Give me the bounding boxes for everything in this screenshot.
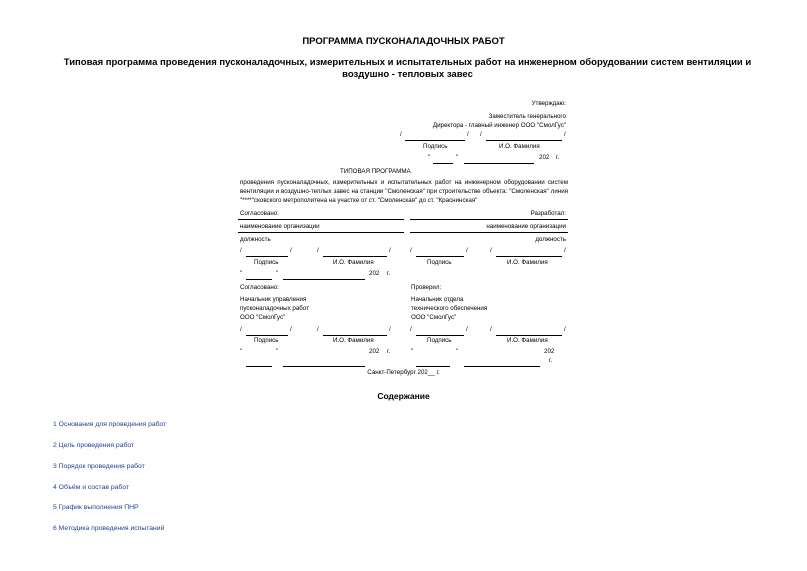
toc-item[interactable]: 4 Объём и состав работ <box>53 484 130 491</box>
agreed1-month-line <box>283 279 365 280</box>
slash: / <box>389 326 391 333</box>
approve-heading: Утверждаю: <box>531 100 566 107</box>
quote: " <box>276 270 279 277</box>
approve-caption-name: И.О. Фамилия <box>499 143 540 150</box>
approve-position-1: Заместитель генерального <box>488 113 566 120</box>
agreed2-caption-signature: Подпись <box>254 337 279 344</box>
agreed2-line-1: Начальник управления <box>240 296 307 303</box>
quote: " <box>276 348 279 355</box>
developed-signature-line <box>416 256 464 257</box>
agreed1-year-suffix: г. <box>387 270 391 277</box>
slash: / <box>240 247 242 254</box>
checked-day-line <box>416 366 450 367</box>
slash: / <box>317 247 319 254</box>
slash: / <box>290 247 292 254</box>
slash: / <box>467 131 469 138</box>
agreed1-caption-signature: Подпись <box>254 259 279 266</box>
quote: " <box>411 348 414 355</box>
quote: " <box>428 154 431 161</box>
agreed1-org-line <box>238 219 404 220</box>
checked-line-2: технического обеспечения <box>411 305 488 312</box>
toc-item[interactable]: 3 Порядок проведения работ <box>53 463 145 470</box>
slash: / <box>389 247 391 254</box>
document-title: ПРОГРАММА ПУСКОНАЛАДОЧНЫХ РАБОТ <box>302 36 505 47</box>
approve-day-line <box>433 163 453 164</box>
agreed2-label: Согласовано: <box>240 284 279 291</box>
developed-post-line <box>410 232 568 233</box>
slash: / <box>240 326 242 333</box>
agreed1-caption-name: И.О. Фамилия <box>333 259 374 266</box>
checked-year-suffix: г. <box>549 357 553 364</box>
developed-name-line <box>496 256 562 257</box>
agreed1-name-line <box>323 256 387 257</box>
approve-signature-line <box>405 140 465 141</box>
checked-line-1: Начальник отдела <box>411 296 464 303</box>
approve-month-line <box>464 163 534 164</box>
slash: / <box>400 131 402 138</box>
doc-type: ТИПОВАЯ ПРОГРАММА <box>340 168 411 175</box>
slash: / <box>317 326 319 333</box>
slash: / <box>490 326 492 333</box>
agreed1-post-caption: должность <box>240 236 271 243</box>
agreed1-label: Согласовано: <box>240 210 279 217</box>
developed-org-line <box>410 219 568 220</box>
agreed1-year: 202 <box>369 270 380 277</box>
checked-caption-name: И.О. Фамилия <box>507 337 548 344</box>
quote: " <box>456 154 459 161</box>
agreed1-day-line <box>246 279 272 280</box>
city-year: Санкт-Петербург 202__ г. <box>367 369 440 376</box>
approve-name-line <box>486 140 562 141</box>
slash: / <box>564 326 566 333</box>
approve-caption-signature: Подпись <box>423 143 448 150</box>
document-subtitle: Типовая программа проведения пусконаладочных, измерительных и испытательных работ на инженерном оборудовании систем вентиляции и воздушно - тепловых завес <box>63 57 752 80</box>
toc-item[interactable]: 1 Основания для проведения работ <box>53 421 167 428</box>
checked-month-line <box>464 366 540 367</box>
slash: / <box>490 247 492 254</box>
quote: " <box>240 348 243 355</box>
agreed1-signature-line <box>246 256 288 257</box>
agreed2-signature-line <box>246 335 288 336</box>
slash: / <box>290 326 292 333</box>
agreed2-year-suffix: г. <box>387 348 391 355</box>
developed-caption-name: И.О. Фамилия <box>507 259 548 266</box>
agreed2-name-line <box>323 335 387 336</box>
slash: / <box>410 326 412 333</box>
slash: / <box>466 247 468 254</box>
toc-item[interactable]: 6 Методика проведения испытаний <box>53 525 165 532</box>
approve-year-suffix: г. <box>556 154 560 161</box>
slash: / <box>480 131 482 138</box>
quote: " <box>240 270 243 277</box>
developed-post-caption: должность <box>535 236 566 243</box>
checked-year: 202 <box>544 348 555 355</box>
doc-description: проведения пусконаладочных, измерительных и испытательных работ на инженерном оборудовании систем вентиляции и воздушно-теплых завес на станции "Смоленская" при строительстве объекта: "Смоленская" линия "****"сковского метрополитена на участке от ст. "Смоленская" до ст. "Краснинская" <box>240 179 568 204</box>
developed-label: Разработал: <box>530 210 566 217</box>
slash: / <box>410 247 412 254</box>
slash: / <box>564 131 566 138</box>
approve-position-2: Директора - главный инженер ООО "СмолГус" <box>432 122 566 129</box>
agreed1-org-caption: наименование организации <box>240 223 320 230</box>
developed-org-caption: наименование организации <box>486 223 566 230</box>
checked-caption-signature: Подпись <box>427 337 452 344</box>
agreed2-year: 202 <box>369 348 380 355</box>
agreed1-post-line <box>238 232 404 233</box>
agreed2-line-3: ООО "СмолГус" <box>240 314 286 321</box>
checked-signature-line <box>416 335 464 336</box>
agreed2-month-line <box>283 366 365 367</box>
slash: / <box>466 326 468 333</box>
developed-caption-signature: Подпись <box>427 259 452 266</box>
toc-title: Содержание <box>377 391 430 401</box>
slash: / <box>564 247 566 254</box>
quote: " <box>456 348 459 355</box>
toc-item[interactable]: 2 Цель проведения работ <box>53 442 135 449</box>
approve-year: 202 <box>539 154 550 161</box>
toc-item[interactable]: 5 График выполнения ПНР <box>53 504 139 511</box>
agreed2-day-line <box>246 366 272 367</box>
agreed2-line-2: пусконаладочных работ <box>240 305 309 312</box>
agreed2-caption-name: И.О. Фамилия <box>333 337 374 344</box>
checked-name-line <box>496 335 562 336</box>
checked-label: Проверил: <box>411 284 442 291</box>
checked-line-3: ООО "СмолГус" <box>411 314 457 321</box>
